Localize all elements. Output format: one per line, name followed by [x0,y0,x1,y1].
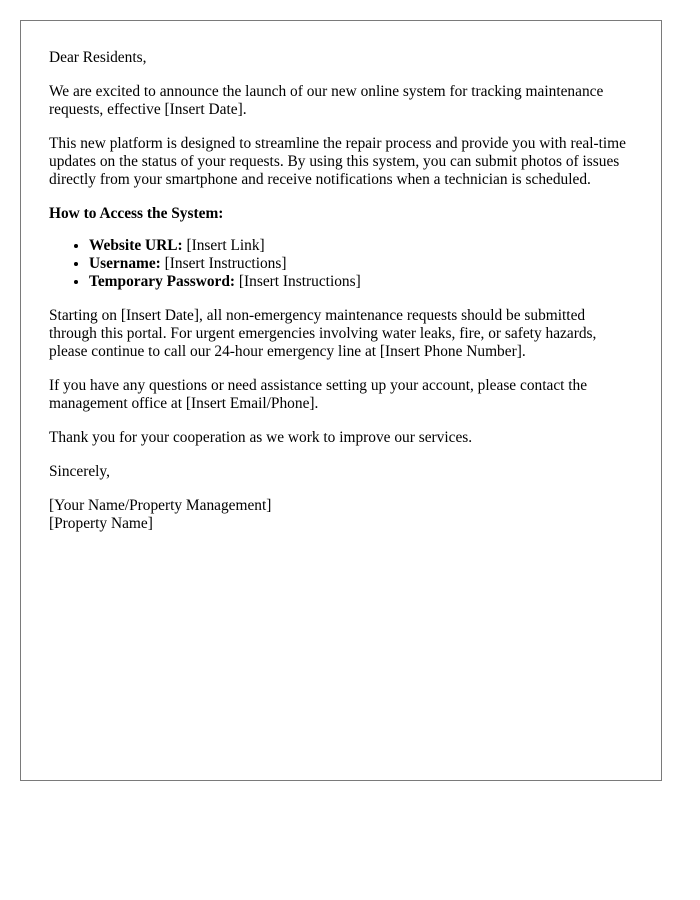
thanks-paragraph: Thank you for your cooperation as we work to improve our services. [49,429,473,446]
access-item-label: Website URL: [89,237,183,254]
access-heading: How to Access the System: [49,205,224,222]
closing: Sincerely, [49,463,110,480]
platform-paragraph: This new platform is designed to streamline the repair process and provide you with real-time updates on the status of your requests. By using this system, you can submit photos of issues directly from your smartphone and receive notifications when a technician is scheduled. [49,135,626,188]
access-item-value: [Insert Instructions] [235,273,361,290]
access-item-value: [Insert Link] [182,237,265,254]
access-item-username [89,255,635,273]
access-item-label: Temporary Password: [89,273,236,290]
greeting: Dear Residents, [49,49,147,66]
contact-paragraph: If you have any questions or need assistance setting up your account, please contact the management office at [Insert Email/Phone]. [49,377,588,412]
access-item-password [89,273,635,291]
letter-body [49,49,635,549]
access-item-label: Username: [89,255,161,272]
access-item-value: [Insert Instructions] [160,255,287,272]
signature-property: [Property Name] [49,515,153,532]
access-list [49,237,635,291]
access-item-website [89,237,635,255]
letter-page [20,20,662,781]
intro-paragraph: We are excited to announce the launch of our new online system for tracking maintenance requests, effective [Insert Date]. [49,83,604,118]
signature-block [49,497,635,533]
signature-name: [Your Name/Property Management] [49,497,272,514]
emergency-paragraph: Starting on [Insert Date], all non-emergency maintenance requests should be submitted through this portal. For urgent emergencies involving water leaks, fire, or safety hazards, please continue to call our 24-hour emergency line at [Insert Phone Number]. [49,307,597,360]
